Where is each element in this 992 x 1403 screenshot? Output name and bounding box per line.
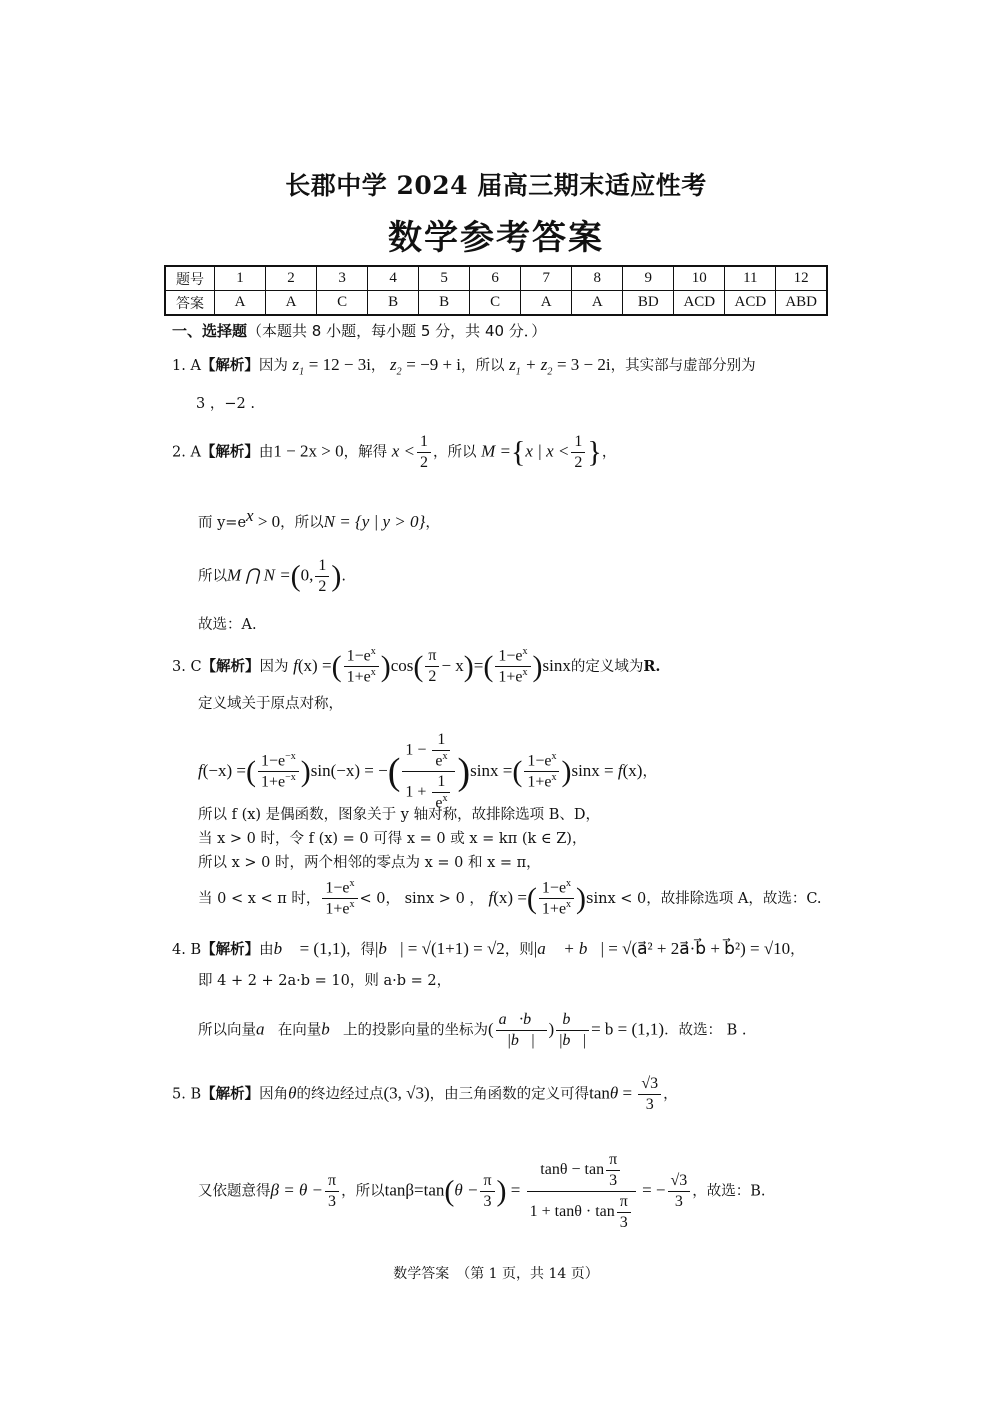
q5-tag: 【解析】 <box>201 1086 260 1103</box>
q5-point: (3, √3) <box>383 1083 430 1103</box>
q1-z2: $z_2$ <box>390 355 402 378</box>
table-cell: C <box>470 291 521 316</box>
table-cell: A <box>572 291 623 316</box>
q4-text: 上的投影向量的坐标为 <box>342 1022 488 1039</box>
section-note: （本题共 8 小题，每小题 5 分，共 40 分．） <box>247 322 547 340</box>
q1-text: 因为 <box>258 358 288 374</box>
q3-even: 所以 f (x) 是偶函数，图象关于 y 轴对称，故排除选项 B、D， <box>198 807 600 823</box>
section-heading <box>172 320 546 341</box>
q1-text: 所以 <box>475 358 505 374</box>
q2-line-2: 而 $y=e^x > 0$，所以N = {y | y > 0}， <box>198 506 440 531</box>
answer-key-title: 数学参考答案 <box>388 218 604 258</box>
q4-number: 4. B <box>172 942 202 958</box>
section-title: 一、选择题 <box>172 322 248 340</box>
table-cell: 3 <box>317 266 368 291</box>
q1-number: 1. A <box>172 358 201 374</box>
q5-fraction: $\frac{√3}{3}$ <box>668 1171 691 1212</box>
q3-fraction: $\frac{1-e^x}{1+e^x}$ <box>495 646 530 688</box>
answer-table <box>164 265 828 316</box>
q5-fraction: $\frac{√3}{3}$ <box>638 1074 661 1115</box>
table-cell: B <box>419 291 470 316</box>
q2-tag: 【解析】 <box>200 444 259 461</box>
q3-line-last: 当 0 < x < π 时， $\frac{1-e^x}{1+e^x}$ < 0， sinx > 0 ， f(x) =( $\frac{1-e^x}{1+e^x}$ )sinx < 0，故排除选项 A，故选：C. <box>198 878 822 918</box>
q3-line-1: 3. C【解析】因为 f(x) =( $\frac{1-e^x}{1+e^x}$ )cos( $\frac{\pi}{2}$ − x)=( $\frac{1-e^x}{1+e^x}$ )sinx的定义域为R. <box>172 646 661 686</box>
q4-line-2: 即 4 + 2 + 2a·b = 10，则 a·b = 2， <box>198 973 452 989</box>
q4-result: = b = (1,1) <box>591 1019 665 1039</box>
table-cell: 8 <box>572 266 623 291</box>
q1-sum: $z_1 + z_2$ <box>509 355 553 378</box>
q3-number: 3. C <box>172 658 202 675</box>
q3-nested-fraction: 1 − $\frac{1}{e^x}$ 1 + $\frac{1}{e^x}$ <box>402 730 455 814</box>
q5-text: ，所以 <box>341 1183 385 1200</box>
q3-domain: R. <box>643 657 661 675</box>
q2-text: 由 <box>258 444 274 461</box>
q5-text: ，由三角函数的定义可得 <box>429 1086 590 1103</box>
table-cell: 1 <box>215 266 266 291</box>
q1-text: ，其实部与虚部分别为 <box>610 358 756 374</box>
q2-text: > 0 <box>253 511 281 531</box>
q4-line-1: 4. B【解析】由b⃗ = (1,1)，得|b⃗| = √(1+1) = √2，则|a⃗ + b⃗| = √(a⃗² + 2a⃗·b⃗ + b⃗²) = √10， <box>172 939 805 958</box>
q2-x: x < <box>391 441 415 461</box>
q5-fraction: $\frac{\pi}{3}$ <box>480 1171 494 1212</box>
answer-row-label: 答案 <box>165 291 215 316</box>
table-cell: B <box>368 291 419 316</box>
q3-tag: 【解析】 <box>201 658 260 675</box>
table-cell: 9 <box>623 266 674 291</box>
table-cell: A <box>521 291 572 316</box>
q2-line-1: 2. A【解析】由1 − 2x > 0，解得 x < $\frac{1}{2}$ ，所以 M ={x | x < $\frac{1}{2}$ }， <box>172 433 617 471</box>
table-cell: ABD <box>776 291 827 316</box>
q5-line-1: 5. B【解析】因角θ的终边经过点(3, √3)，由三角函数的定义可得tanθ = $\frac{√3}{3}$ ， <box>172 1075 678 1113</box>
q1-line-2: 3 ，−2 . <box>196 396 255 412</box>
answer-table-number-row <box>165 266 827 291</box>
q2-intersection: M ⋂ N = <box>227 565 291 585</box>
q2-text: ，解得 <box>343 444 388 461</box>
q2-text: ，所以 <box>280 514 324 531</box>
q3-text: < 0， sinx > 0 ， <box>359 890 484 907</box>
q4-fraction: $\frac{b⃗}{|b⃗|}$ <box>556 1010 589 1051</box>
table-cell: 10 <box>674 266 725 291</box>
q4-text: ，则 <box>504 942 534 958</box>
q1-sum-value: = 3 − 2i <box>556 355 611 374</box>
table-cell: 2 <box>266 266 317 291</box>
q2-line-3: 所以M ⋂ N =(0, $\frac{1}{2}$ ). <box>198 557 347 595</box>
q5-text: ，故选：B. <box>692 1183 766 1200</box>
q3-symmetry: 定义域关于原点对称， <box>198 696 343 712</box>
q2-pick: 故选：A. <box>198 617 257 633</box>
q4-text: 在向量 <box>277 1022 322 1039</box>
q4-text: 由 <box>259 942 274 958</box>
table-cell: 4 <box>368 266 419 291</box>
table-cell: ACD <box>674 291 725 316</box>
q1-z2-value: = −9 + i <box>406 355 462 374</box>
table-cell: A <box>266 291 317 316</box>
q3-fraction: $\frac{1-e^x}{1+e^x}$ <box>539 878 574 920</box>
q1-z1: $z_1$ <box>292 355 305 378</box>
q3-fraction: $\frac{1-e^x}{1+e^x}$ <box>322 878 357 920</box>
q1-tag: 【解析】 <box>200 358 259 374</box>
number-row-label: 题号 <box>165 266 215 291</box>
q5-number: 5. B <box>172 1086 202 1103</box>
q2-inequality: 1 − 2x > 0 <box>273 441 344 461</box>
table-cell: 6 <box>470 266 521 291</box>
q2-set-m: M = <box>481 441 511 461</box>
table-cell: 7 <box>521 266 572 291</box>
q3-adjacent: 所以 x > 0 时，两个相邻的零点为 x = 0 和 x = π， <box>198 855 541 871</box>
q2-half-fraction: $\frac{1}{2}$ <box>417 432 431 473</box>
q4-line-3: 所以向量a⃗在向量b⃗上的投影向量的坐标为( $\frac{a⃗\cdot b⃗}{|b⃗|}$ ) $\frac{b⃗}{|b⃗|}$ = b = (1,1)．故选： B . <box>198 1011 747 1049</box>
q4-tag: 【解析】 <box>201 942 260 958</box>
table-cell: 5 <box>419 266 470 291</box>
q2-text: 所以 <box>198 568 227 585</box>
table-cell: 12 <box>776 266 827 291</box>
q3-line-3: f(−x) =( $\frac{1-e^{-x}}{1+e^{-x}}$ )sin(−x) = −( 1 − $\frac{1}{e^x}$ 1 + $\frac{1}{e^x}$ )sinx =( $\frac{1-e^x}{1+e^x}$ )sinx = f(x)， <box>198 731 657 812</box>
q1-z1-value: = 12 − 3i <box>308 355 371 374</box>
q3-text: 当 0 < x < π 时， <box>198 890 321 907</box>
q2-half-fraction: $\frac{1}{2}$ <box>315 556 329 597</box>
answer-table-answer-row <box>165 291 827 316</box>
page-footer: 数学答案 （第 1 页，共 14 页） <box>393 1266 599 1282</box>
q3-text: 因为 <box>259 658 289 675</box>
q2-text: 而 y=e <box>198 514 247 531</box>
q3-text: sinx < 0，故排除选项 A，故选：C. <box>586 890 822 907</box>
q4-text: ．故选： B . <box>664 1022 747 1039</box>
q2-text: ，所以 <box>433 444 477 461</box>
table-cell: 11 <box>725 266 776 291</box>
exam-title: 长郡中学 2024 届高三期末适应性考 <box>285 171 707 200</box>
table-cell: C <box>317 291 368 316</box>
q5-tan-difference-fraction: tanθ − tan $\frac{\pi}{3}$ 1 + tanθ · tan $\frac{\pi}{3}$ <box>527 1150 636 1233</box>
q3-text: 的定义域为 <box>570 658 644 675</box>
q3-fraction: $\frac{1-e^x}{1+e^x}$ <box>524 751 559 793</box>
q4-text: 所以向量 <box>198 1022 256 1039</box>
q3-fraction: $\frac{1-e^x}{1+e^x}$ <box>344 646 379 688</box>
q2-half-fraction: $\frac{1}{2}$ <box>571 432 585 473</box>
q1-line-1: 1. A【解析】因为 $z_1 = 12 - 3i$， $z_2 = -9 + i$，所以 $z_1 + z_2 = 3 - 2i$，其实部与虚部分别为 <box>172 355 756 378</box>
q2-set-n: N = {y | y > 0} <box>323 511 426 531</box>
q5-text: 因角 <box>259 1086 289 1103</box>
q4-text: ，得 <box>346 942 376 958</box>
q3-fraction: $\frac{\pi}{2}$ <box>425 646 439 687</box>
table-cell: ACD <box>725 291 776 316</box>
q5-fraction: $\frac{\pi}{3}$ <box>325 1171 339 1212</box>
q5-text: 的终边经过点 <box>296 1086 384 1103</box>
q3-zeros: 当 x > 0 时，令 f (x) = 0 可得 x = 0 或 x = kπ (k ∈ Z)， <box>198 831 587 847</box>
q5-line-2: 又依题意得β = θ − $\frac{\pi}{3}$ ，所以tanβ=tan(θ − $\frac{\pi}{3}$ ) = tanθ − tan $\frac{\pi}{3}$ 1 + tanθ · tan $\frac{\pi}{3}$ = − $\frac{√3}{3}$ ，故选：B. <box>198 1151 766 1231</box>
q3-fraction: $\frac{1-e^{-x}}{1+e^{-x}}$ <box>258 751 299 793</box>
q4-fraction: $\frac{a⃗\cdot b⃗}{|b⃗|}$ <box>496 1010 547 1051</box>
table-cell: A <box>215 291 266 316</box>
q2-number: 2. A <box>172 444 201 461</box>
q5-text: 又依题意得 <box>198 1183 271 1200</box>
table-cell: BD <box>623 291 674 316</box>
